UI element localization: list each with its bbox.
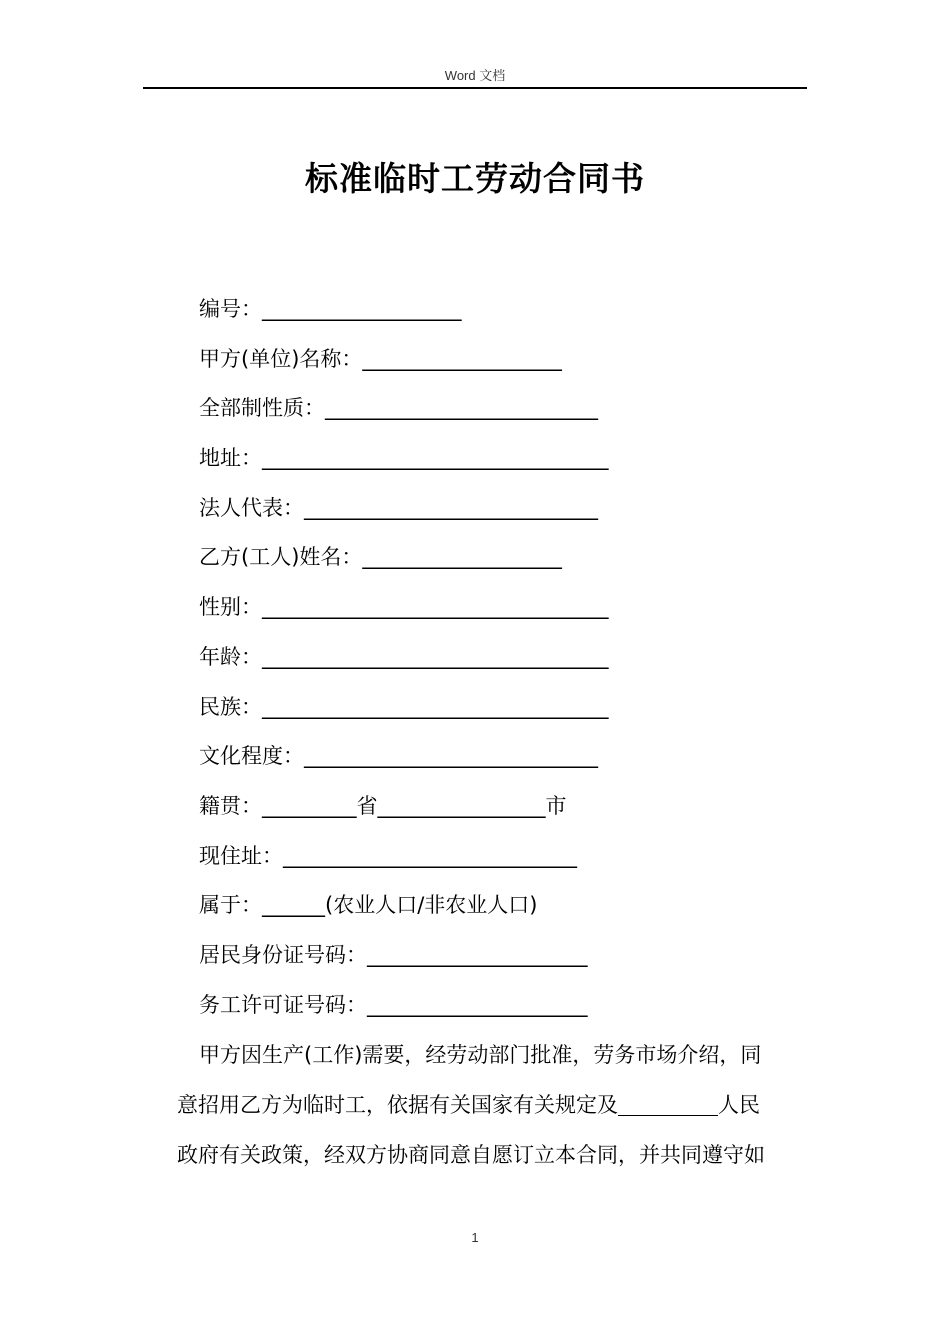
field-label: 文化程度： [199,744,304,769]
paragraph-text: 人民 [718,1093,760,1117]
field-label: 年龄： [199,644,262,669]
field-label: 属于： [199,893,262,918]
field-label: 地址： [199,446,262,471]
field-label: 编号： [199,297,262,321]
field-label: 务工许可证号码： [199,992,367,1017]
page-number: 1 [471,1230,479,1245]
field-blank: ______(农业人口/非农业人口) [262,893,538,918]
field-ownership-type [199,384,609,434]
field-blank: ____________________________ [283,843,577,868]
field-label: 籍贯： [199,793,262,818]
header-divider [143,87,807,89]
field-label: 甲方(单位)名称： [199,346,363,371]
field-blank: ___________________ [362,545,562,570]
contract-field-list [199,285,609,1030]
field-employer-name [199,335,609,385]
field-native-place [199,782,609,832]
field-blank: _________省________________市 [262,793,567,818]
field-blank: _________________________________ [262,595,609,620]
field-blank: _________________________________ [262,644,609,669]
field-blank: __________________________ [325,396,598,421]
field-blank: _________________________________ [262,446,609,471]
field-blank: _____________________ [367,992,588,1017]
field-blank: ___________________ [262,297,462,321]
field-label: 乙方(工人)姓名： [199,545,363,570]
paragraph-text: 意招用乙方为临时工，依据有关国家有关规定及 [177,1093,618,1117]
field-education [199,732,609,782]
paragraph-line: 甲方因生产(工作)需要，经劳动部门批准，劳务市场介绍，同 [199,1043,762,1067]
document-title: 标准临时工劳动合同书 [305,159,645,198]
field-label: 居民身份证号码： [199,942,367,967]
field-age [199,633,609,683]
field-blank: ____________________________ [304,495,598,520]
field-label: 民族： [199,694,262,719]
field-blank: ____________________________ [304,744,598,769]
paragraph-line: 政府有关政策，经双方协商同意自愿订立本合同，并共同遵守如 [177,1143,765,1167]
field-blank: _________________________________ [262,694,609,719]
field-label: 全部制性质： [199,396,325,421]
fill-in-blank [618,1089,718,1116]
preamble-paragraph [177,1030,805,1180]
field-address [199,434,609,484]
paragraph-line [177,1080,805,1130]
field-blank: _____________________ [367,942,588,967]
field-id-number [199,931,609,981]
field-contract-number [199,285,609,335]
page-header: Word 文档 [444,68,506,83]
field-gender [199,583,609,633]
field-label: 现住址： [199,843,283,868]
field-blank: ___________________ [362,346,562,371]
field-household-type [199,881,609,931]
field-label: 法人代表： [199,495,304,520]
field-ethnicity [199,683,609,733]
field-current-address [199,832,609,882]
field-work-permit-number [199,981,609,1031]
field-worker-name [199,533,609,583]
field-legal-representative [199,484,609,534]
field-label: 性别： [199,595,262,620]
